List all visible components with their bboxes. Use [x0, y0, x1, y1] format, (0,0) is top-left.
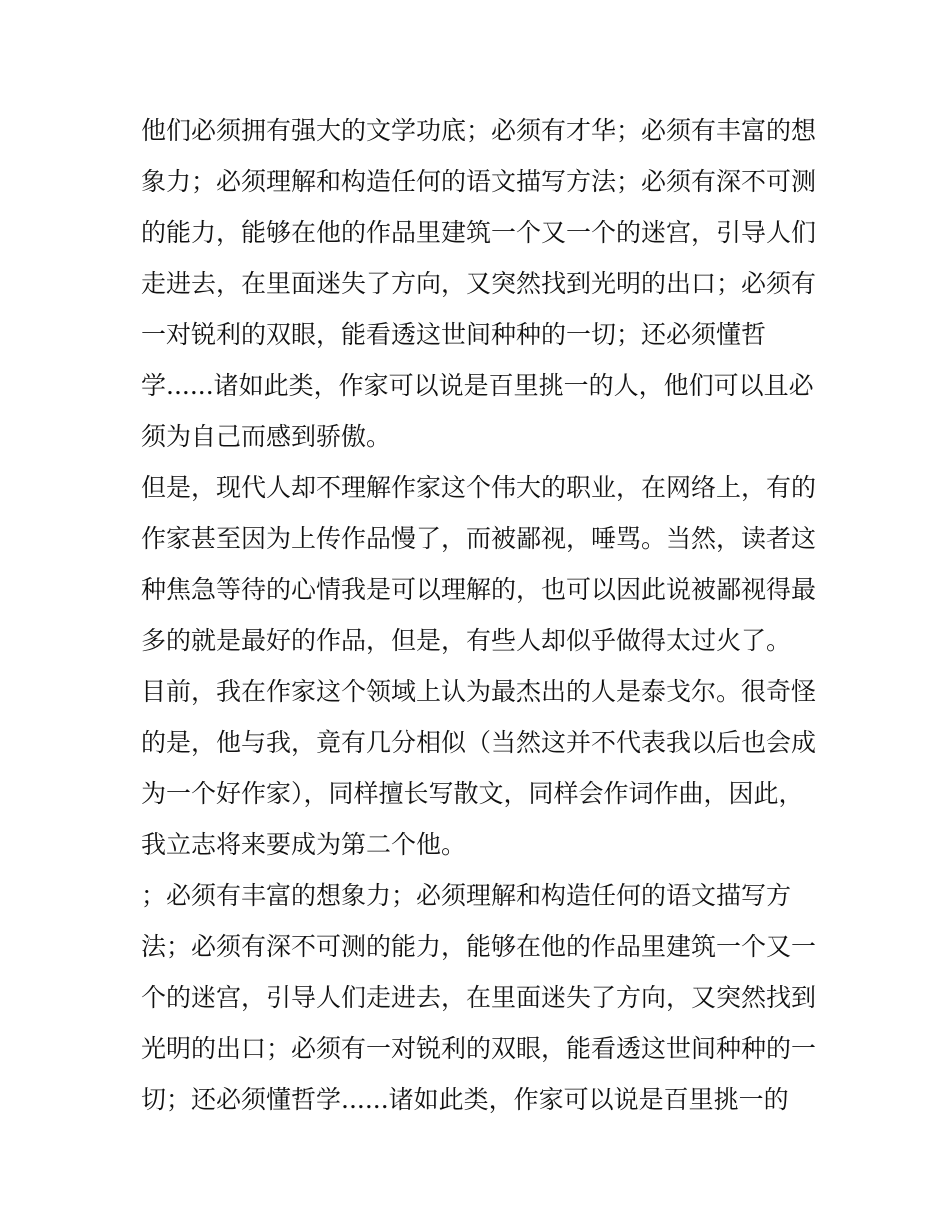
text-line: 象力；必须理解和构造任何的语文描写方法；必须有深不可测 — [141, 167, 817, 196]
text-line: 个的迷宫，引导人们走进去，在里面迷失了方向，又突然找到 — [141, 983, 817, 1012]
text-line: 法；必须有深不可测的能力，能够在他的作品里建筑一个又一 — [141, 932, 817, 961]
text-line: 走进去，在里面迷失了方向，又突然找到光明的出口；必须有 — [141, 269, 817, 298]
text-line: 光明的出口；必须有一对锐利的双眼，能看透这世间种种的一 — [141, 1034, 817, 1063]
text-line: 切；还必须懂哲学......诸如此类，作家可以说是百里挑一的 — [141, 1085, 789, 1114]
text-line: 的能力，能够在他的作品里建筑一个又一个的迷宫，引导人们 — [141, 218, 817, 247]
text-line: 为一个好作家），同样擅长写散文，同样会作词作曲，因此， — [141, 779, 804, 808]
text-line: 一对锐利的双眼，能看透这世间种种的一切；还必须懂哲 — [141, 320, 767, 349]
text-line: 目前，我在作家这个领域上认为最杰出的人是泰戈尔。很奇怪 — [141, 677, 817, 706]
text-line: 须为自己而感到骄傲。 — [141, 422, 392, 451]
text-line: 多的就是最好的作品，但是，有些人却似乎做得太过火了。 — [141, 626, 792, 655]
text-line: 但是，现代人却不理解作家这个伟大的职业，在网络上，有的 — [141, 473, 817, 502]
body-text — [141, 105, 817, 1125]
text-line: 作家甚至因为上传作品慢了，而被鄙视，唾骂。当然，读者这 — [141, 524, 817, 553]
text-line: 他们必须拥有强大的文学功底；必须有才华；必须有丰富的想 — [141, 116, 817, 145]
text-line: ；必须有丰富的想象力；必须理解和构造任何的语文描写方 — [141, 881, 792, 910]
text-line: 学......诸如此类，作家可以说是百里挑一的人，他们可以且必 — [141, 371, 814, 400]
text-line: 我立志将来要成为第二个他。 — [141, 830, 467, 859]
text-line: 种焦急等待的心情我是可以理解的，也可以因此说被鄙视得最 — [141, 575, 817, 604]
text-line: 的是，他与我，竟有几分相似（当然这并不代表我以后也会成 — [141, 728, 817, 757]
